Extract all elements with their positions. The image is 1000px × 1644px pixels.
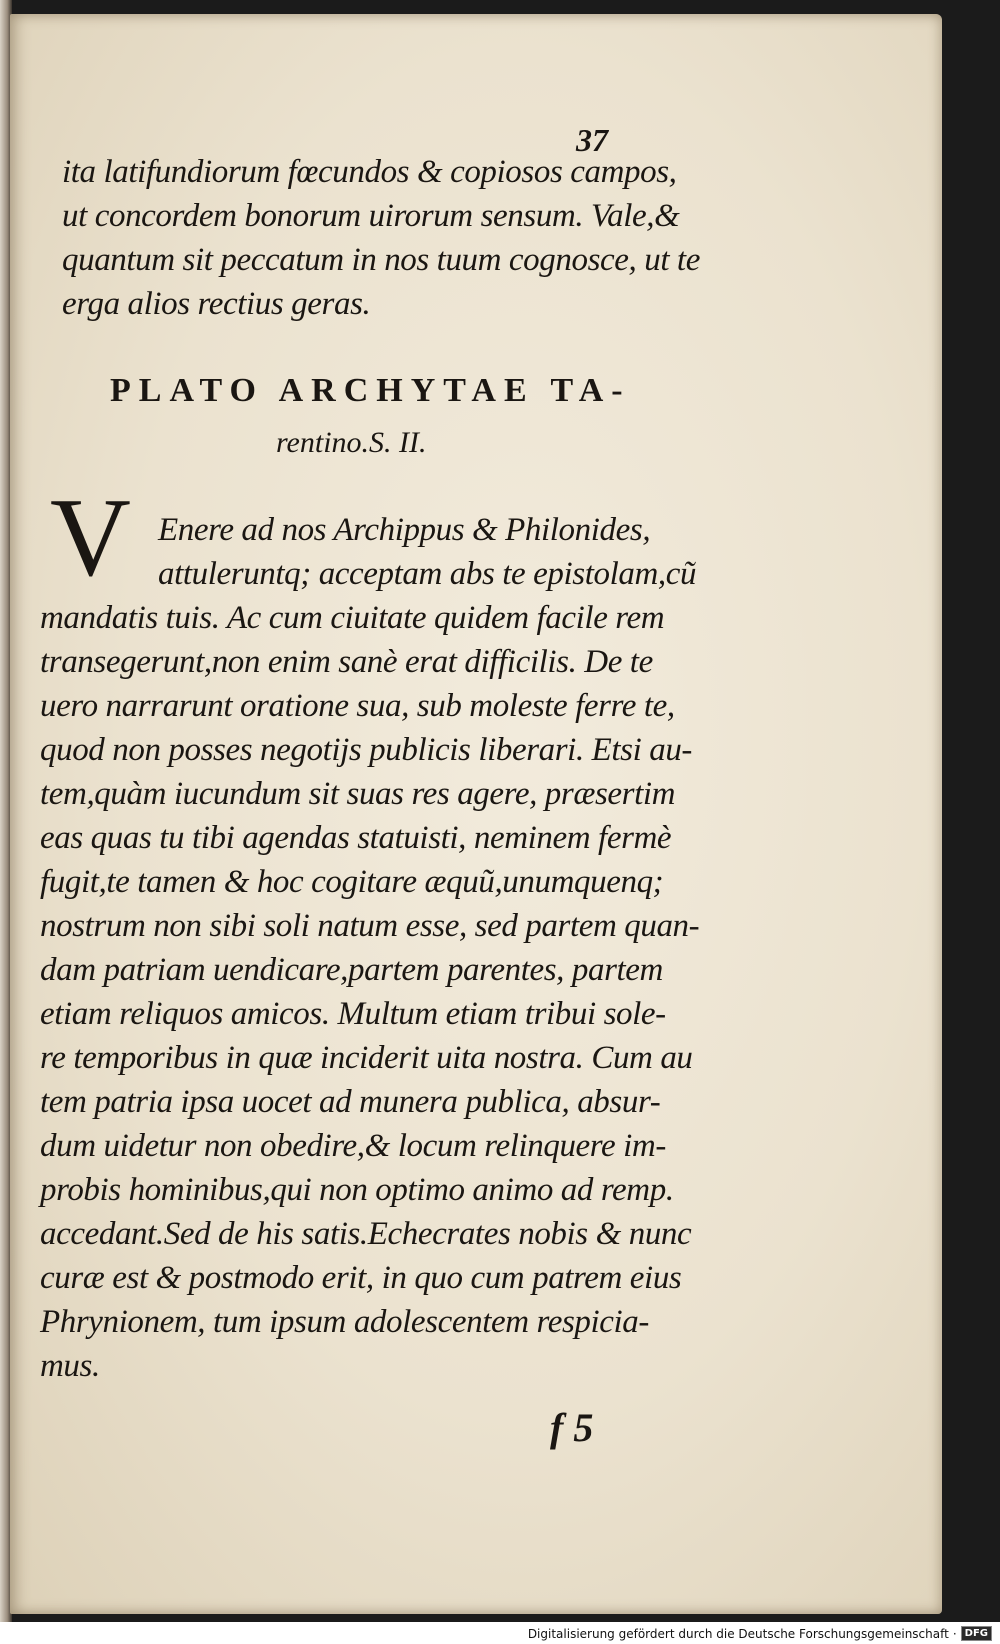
footer-separator: · xyxy=(952,1626,957,1641)
text-line: transegerunt,non enim sanè erat difficilis. De te xyxy=(40,644,653,680)
text-line: quantum sit peccatum in nos tuum cognosce, ut te xyxy=(62,242,700,278)
text-line: dum uidetur non obedire,& locum relinquere im- xyxy=(40,1128,666,1164)
text-line: Phrynionem, tum ipsum adolescentem respicia- xyxy=(40,1304,649,1340)
signature-mark: f 5 xyxy=(550,1405,594,1450)
text-line: mus. xyxy=(40,1348,100,1384)
text-line: curæ est & postmodo erit, in quo cum patrem eius xyxy=(40,1260,682,1296)
text-line: etiam reliquos amicos. Multum etiam tribui sole- xyxy=(40,996,666,1032)
text-line: eas quas tu tibi agendas statuisti, neminem fermè xyxy=(40,820,672,856)
text-line: dam patriam uendicare,partem parentes, partem xyxy=(40,952,663,988)
text-line: re temporibus in quæ inciderit uita nostra. Cum au xyxy=(40,1040,693,1076)
footer-credit xyxy=(528,1626,992,1641)
text-line: quod non posses negotijs publicis liberari. Etsi au- xyxy=(40,732,693,768)
drop-cap: V xyxy=(50,476,131,600)
text-line: accedant.Sed de his satis.Echecrates nobis & nunc xyxy=(40,1216,692,1252)
text-line: fugit,te tamen & hoc cogitare æquũ,unumquenq; xyxy=(40,864,664,900)
text-line: ut concordem bonorum uirorum sensum. Vale,& xyxy=(62,198,680,234)
dfg-logo-icon: DFG xyxy=(961,1626,992,1641)
text-line: ita latifundiorum fœcundos & copiosos campos, xyxy=(62,154,677,190)
text-line: nostrum non sibi soli natum esse, sed partem quan- xyxy=(40,908,700,944)
text-line: Enere ad nos Archippus & Philonides, xyxy=(158,512,651,548)
text-line: tem patria ipsa uocet ad munera publica, absur- xyxy=(40,1084,661,1120)
text-line: erga alios rectius geras. xyxy=(62,286,371,322)
text-line: attuleruntq; acceptam abs te epistolam,cũ xyxy=(158,556,697,592)
book-page xyxy=(10,14,942,1614)
letter-heading: PLATO ARCHYTAE TA- xyxy=(110,372,631,409)
footer-text: Digitalisierung gefördert durch die Deutsche Forschungsgemeinschaft xyxy=(527,1626,949,1641)
text-line: tem,quàm iucundum sit suas res agere, præsertim xyxy=(40,776,676,812)
text-line: uero narrarunt oratione sua, sub moleste ferre te, xyxy=(40,688,675,724)
page-number: 37 xyxy=(576,122,608,158)
text-line: mandatis tuis. Ac cum ciuitate quidem facile rem xyxy=(40,600,665,636)
letter-heading-subline: rentino.S. II. xyxy=(276,426,427,459)
text-line: probis hominibus,qui non optimo animo ad remp. xyxy=(40,1172,674,1208)
